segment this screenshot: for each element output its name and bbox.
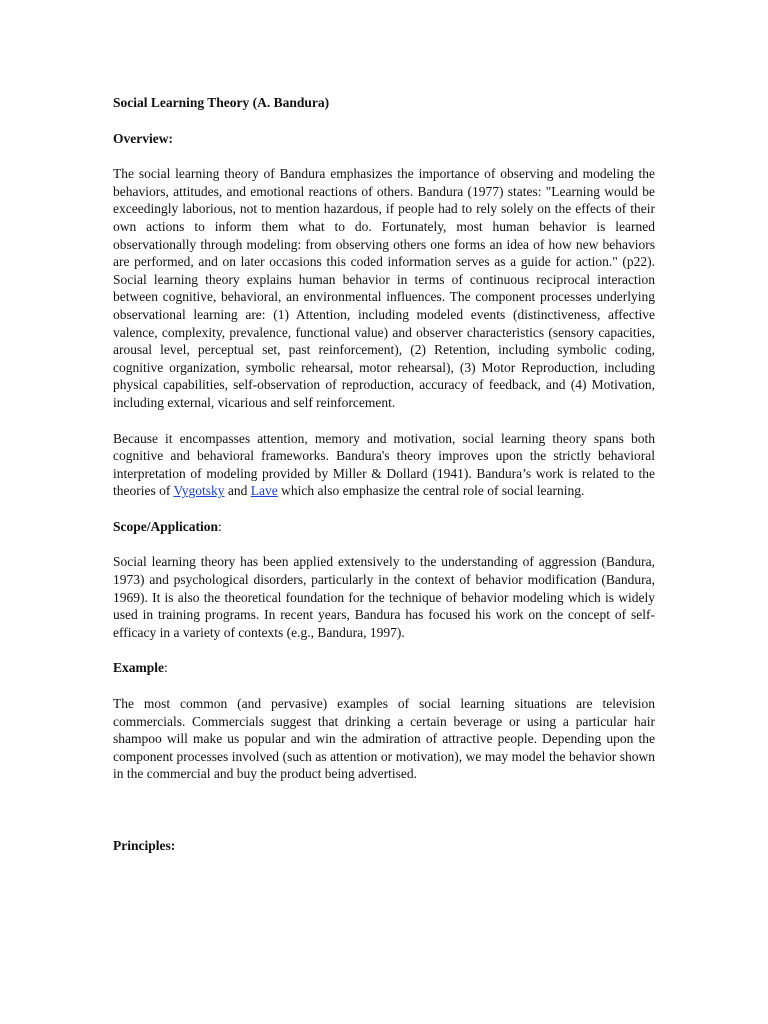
scope-paragraph: Social learning theory has been applied extensively to the understanding of aggression (Bandura, 1973) and psychological disorders, particularly in the context of behavior modification (Bandura, 1969). It is also the theoretical foundation for the technique of behavior modeling which is widely used in training programs. In recent years, Bandura has focused his work on the concept of self-efficacy in a variety of contexts (e.g., Bandura, 1997). bbox=[113, 554, 655, 640]
example-paragraph: The most common (and pervasive) examples of social learning situations are television commercials. Commercials suggest that drinking a certain beverage or using a particular hair shampoo will make us popular and win the admiration of attractive people. Depending upon the component processes involved (such as attention or motivation), we may model the behavior shown in the commercial and buy the product being advertised. bbox=[113, 696, 655, 782]
scope-heading bbox=[113, 518, 655, 536]
overview-heading: Overview: bbox=[113, 130, 173, 146]
overview-paragraph-2-text-a: Because it encompasses attention, memory and motivation, social learning theory spans both cognitive and behavioral frameworks. Bandura's theory improves upon the strictly behavioral interpretation of modeling provided by Miller & Dollard (1941). Bandura’s work is related to the theories of bbox=[113, 430, 655, 499]
document-page bbox=[113, 94, 655, 873]
section-spacer bbox=[113, 801, 655, 837]
overview-paragraph-2-and: and bbox=[224, 483, 251, 499]
overview-paragraph-2 bbox=[113, 430, 655, 500]
scope-heading-colon: : bbox=[218, 518, 222, 534]
example-heading bbox=[113, 659, 655, 677]
lave-link[interactable]: Lave bbox=[250, 483, 278, 499]
vygotsky-link[interactable]: Vygotsky bbox=[173, 483, 225, 499]
example-heading-colon: : bbox=[164, 660, 168, 676]
overview-paragraph-2-text-b: which also emphasize the central role of social learning. bbox=[277, 483, 585, 499]
principles-heading: Principles: bbox=[113, 838, 176, 853]
scope-heading-text: Scope/Application bbox=[113, 518, 219, 534]
document-title: Social Learning Theory (A. Bandura) bbox=[113, 95, 330, 110]
example-heading-text: Example bbox=[113, 660, 165, 676]
overview-paragraph-1: The social learning theory of Bandura emphasizes the importance of observing and modeling the behaviors, attitudes, and emotional reactions of others. Bandura (1977) states: "Learning would be exceedingly laborious, not to mention hazardous, if people had to rely solely on the effects of their own actions to inform them what to do. Fortunately, most human behavior is learned observationally through modeling: from observing others one forms an idea of how new behaviors are performed, and on later occasions this coded information serves as a guide for action." (p22). Social learning theory explains human behavior in terms of continuous reciprocal interaction between cognitive, behavioral, an environmental influences. The component processes underlying observational learning are: (1) Attention, including modeled events (distinctiveness, affective valence, complexity, prevalence, functional value) and observer characteristics (sensory capacities, arousal level, perceptual set, past reinforcement), (2) Retention, including symbolic coding, cognitive organization, symbolic rehearsal, motor rehearsal), (3) Motor Reproduction, including physical capabilities, self-observation of reproduction, accuracy of feedback, and (4) Motivation, including external, vicarious and self reinforcement. bbox=[113, 166, 655, 410]
